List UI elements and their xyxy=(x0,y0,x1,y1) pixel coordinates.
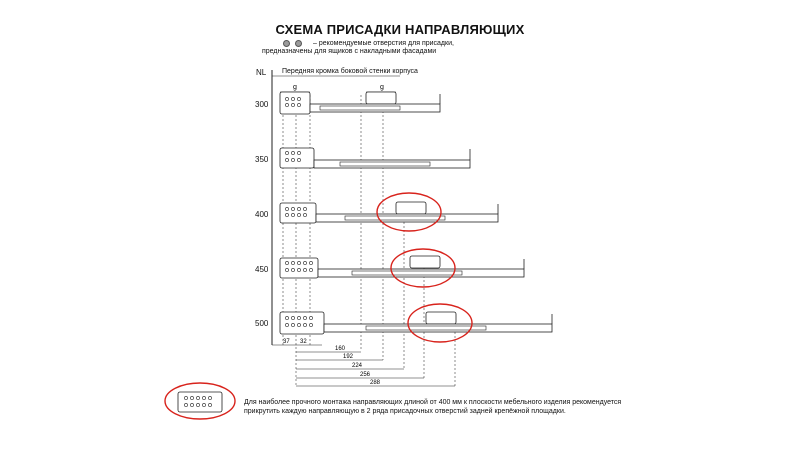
front-edge-label: Передняя кромка боковой стенки корпуса xyxy=(282,68,418,75)
dimension-288: 288 xyxy=(370,380,381,386)
dimension-192: 192 xyxy=(343,354,354,360)
nl-label: NL xyxy=(256,68,267,77)
legend-text-2: предназначены для ящиков с накладными фасадами xyxy=(262,48,437,55)
offset-37: 37 xyxy=(283,339,290,345)
dimension-256: 256 xyxy=(360,372,371,378)
dimension-224: 224 xyxy=(352,363,363,369)
slide-450 xyxy=(280,249,524,287)
slide-300 xyxy=(280,92,440,114)
row-label-350: 350 xyxy=(255,155,269,164)
g-label-right: g xyxy=(380,84,384,91)
slide-400 xyxy=(280,193,498,231)
mount-plate-icon xyxy=(165,383,235,419)
installation-note: Для наиболее прочного монтажа направляющих длиной от 400 мм к плоскости мебельного изделия рекомендуется прикрутить каждую направляющую в 2 ряда присадочных отверстий задней крепёжной площадки. xyxy=(244,399,622,415)
row-label-450: 450 xyxy=(255,265,269,274)
slide-500 xyxy=(280,304,552,342)
row-label-300: 300 xyxy=(255,100,269,109)
offset-32: 32 xyxy=(300,339,307,345)
row-label-500: 500 xyxy=(255,319,269,328)
page-title: СХЕМА ПРИСАДКИ НАПРАВЛЯЮЩИХ xyxy=(275,22,525,37)
row-label-400: 400 xyxy=(255,210,269,219)
slide-350 xyxy=(280,148,470,168)
g-label-left: g xyxy=(293,84,297,91)
dimension-160: 160 xyxy=(335,346,346,352)
legend-text-1: – рекомендуемые отверстия для присадки, xyxy=(313,40,454,47)
